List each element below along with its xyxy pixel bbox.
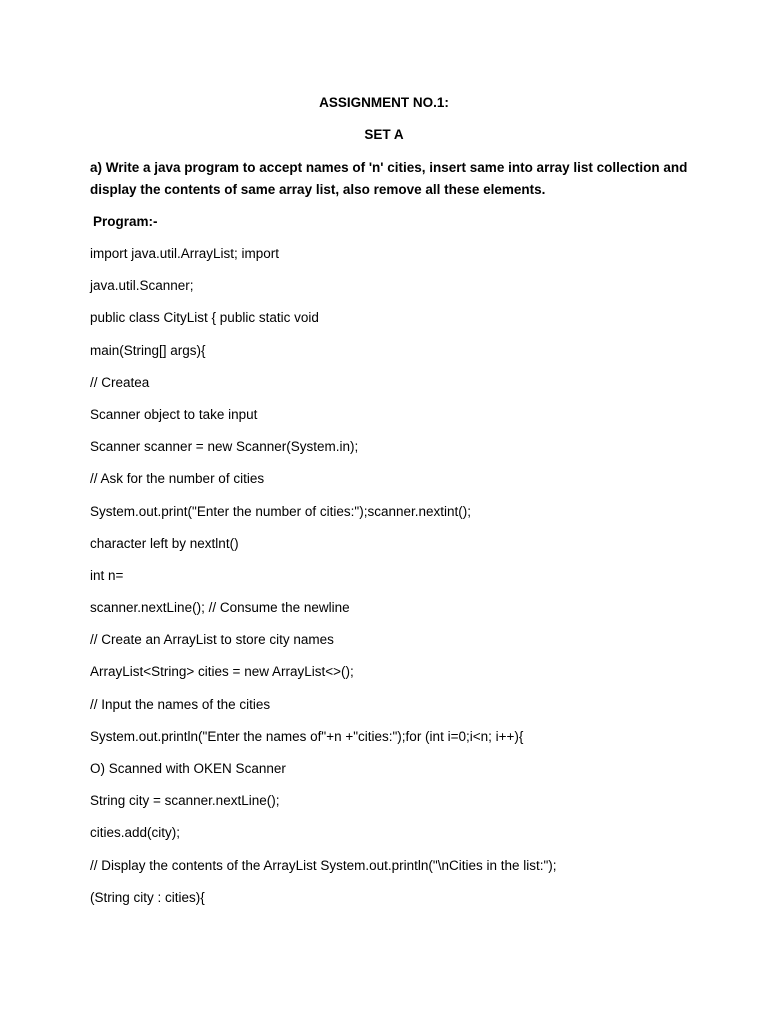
code-line: // Ask for the number of cities xyxy=(90,471,265,487)
code-line: character left by nextlnt() xyxy=(90,535,239,551)
code-line: int n= xyxy=(90,567,124,583)
code-line: System.out.println("Enter the names of"+n +"cities:");for (int i=0;i<n; i++){ xyxy=(90,728,524,744)
program-label: Program:- xyxy=(93,214,158,229)
code-line: ArrayList<String> cities = new ArrayList<>(); xyxy=(90,664,354,680)
code-line: // Create an ArrayList to store city names xyxy=(90,632,334,648)
code-line: import java.util.ArrayList; import xyxy=(90,246,280,261)
assignment-title: ASSIGNMENT NO.1: xyxy=(319,95,449,110)
code-line: cities.add(city); xyxy=(90,825,181,841)
code-line: public class CityList { public static void xyxy=(90,310,319,326)
code-line: java.util.Scanner; xyxy=(90,278,194,294)
set-heading: SET A xyxy=(364,127,404,142)
code-line: (String city : cities){ xyxy=(90,889,205,905)
code-listing xyxy=(90,246,710,922)
code-line: main(String[] args){ xyxy=(90,342,206,358)
code-line: O) Scanned with OKEN Scanner xyxy=(90,761,286,776)
code-line: scanner.nextLine(); // Consume the newline xyxy=(90,600,350,616)
code-line: // Createa xyxy=(90,374,150,390)
code-line: // Input the names of the cities xyxy=(90,696,271,712)
code-line: Scanner scanner = new Scanner(System.in); xyxy=(90,439,359,455)
code-line: // Display the contents of the ArrayList System.out.println("\nCities in the list:"); xyxy=(90,857,557,873)
code-line: String city = scanner.nextLine(); xyxy=(90,793,280,809)
question-text: a) Write a java program to accept names of 'n' cities, insert same into array list collection and display the contents of same array list, also remove all these elements. xyxy=(90,160,688,197)
code-line: Scanner object to take input xyxy=(90,406,258,422)
code-line: System.out.print("Enter the number of cities:");scanner.nextint(); xyxy=(90,503,471,519)
